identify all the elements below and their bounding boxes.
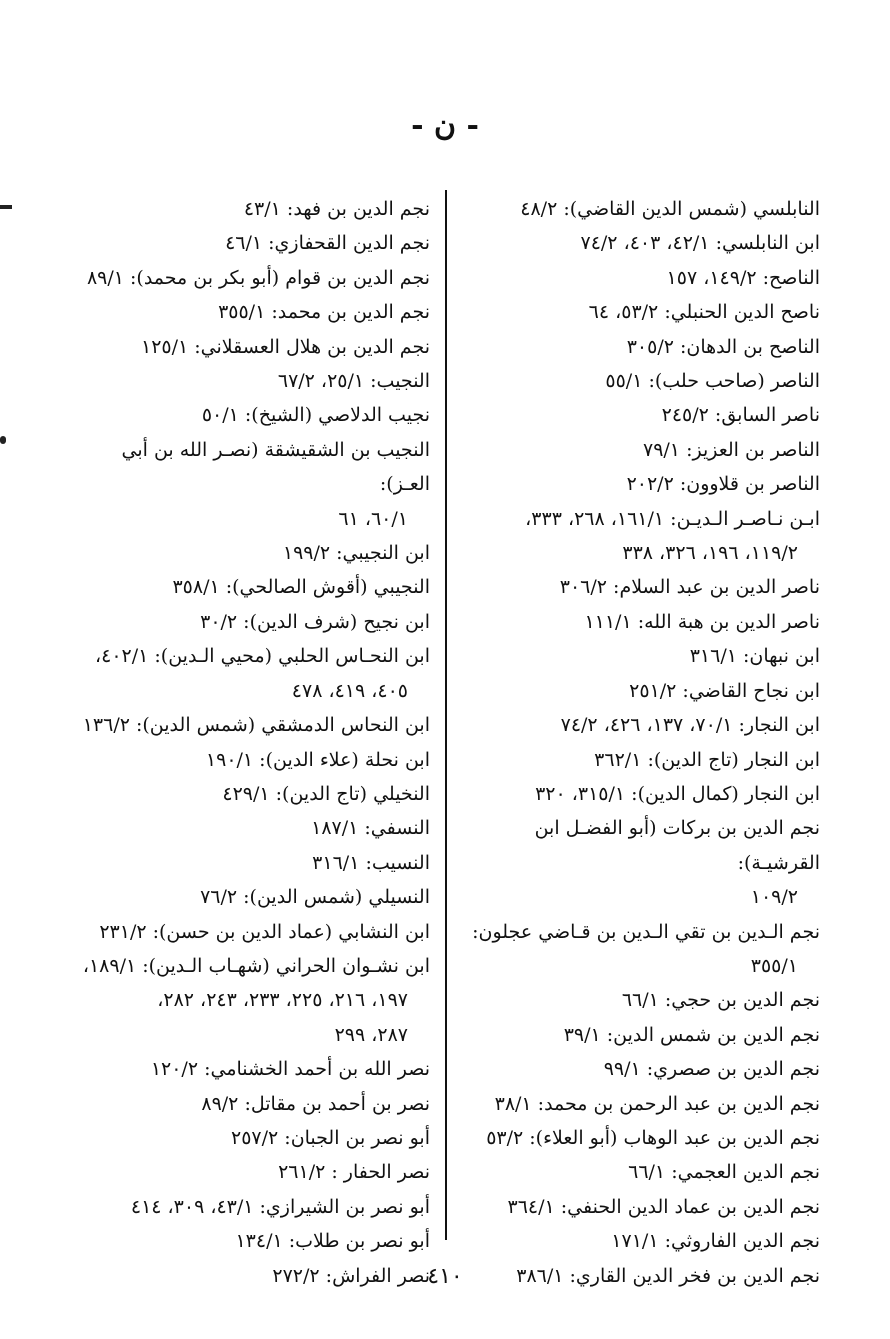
index-entry-text: ابن النجار (تاج الدين): ٣٦٢/١ <box>594 748 820 771</box>
index-entry-text: الناصر (صاحب حلب): ٥٥/١ <box>605 370 820 393</box>
index-entry-text: الناصر بن قلاوون: ٢٠٢/٢ <box>626 473 820 496</box>
index-entry <box>66 880 430 914</box>
index-entry <box>462 1155 820 1189</box>
index-entry-continuation: ٣٥٥/١ <box>750 954 798 977</box>
index-entry-text: نجم الدين القحفازي: ٤٦/١ <box>225 232 430 255</box>
index-entry <box>462 295 820 329</box>
index-entry-text: النابلسي (شمس الدين القاضي): ٤٨/٢ <box>520 198 820 220</box>
index-entry-text: نجم الدين بن عبد الرحمن بن محمد: ٣٨/١ <box>494 1092 820 1115</box>
index-entry-text: النجيب بن الشقيشقة (نصـر الله بن أبي العـز): <box>121 438 430 496</box>
index-entry <box>66 777 430 811</box>
index-entry-continuation: ١٠٩/٢ <box>750 886 798 909</box>
index-entry <box>66 570 430 604</box>
index-entry <box>462 261 820 295</box>
index-entry-text: نجم الدين بن عبد الوهاب (أبو العلاء): ٥٣/٢ <box>486 1126 820 1149</box>
index-entry-text: ابن النابلسي: ٤٢/١، ٤٠٣، ٧٤/٢ <box>580 232 820 255</box>
index-entry-text: ناصر السابق: ٢٤٥/٢ <box>661 404 820 427</box>
index-entry-continuation: ٢٨٧، ٢٩٩ <box>334 1023 408 1046</box>
index-entry <box>462 1052 820 1086</box>
column-divider <box>445 190 447 1240</box>
index-entry-text: نجم الدين العجمي: ٦٦/١ <box>628 1161 820 1184</box>
index-entry-text: نجم الدين بن بركات (أبو الفضـل ابن القرشيـة): <box>534 817 820 874</box>
section-letter-heading: - ن - <box>411 108 479 143</box>
index-entry-text: أبو نصر بن الجبان: ٢٥٧/٢ <box>231 1126 430 1149</box>
index-entry <box>462 330 820 364</box>
index-entry-text: ابن النجار (كمال الدين): ٣١٥/١، ٣٢٠ <box>535 782 820 805</box>
index-entry <box>66 364 430 398</box>
index-entry-text: النسفي: ١٨٧/١ <box>311 817 430 840</box>
index-entry <box>462 1121 820 1155</box>
index-entry <box>66 261 430 295</box>
index-entry-text: أبو نصر بن الشيرازي: ٤٣/١، ٣٠٩، ٤١٤ <box>130 1195 430 1218</box>
index-entry <box>462 605 820 639</box>
index-entry <box>66 192 430 226</box>
index-entry-text: أبو نصر بن طلاب: ١٣٤/١ <box>235 1230 430 1253</box>
index-entry-text: نجم الدين بن شمس الدين: ٣٩/١ <box>563 1023 820 1046</box>
index-entry <box>462 398 820 432</box>
index-entry-text: نجم الدين بن محمد: ٣٥٥/١ <box>218 301 430 324</box>
index-entry <box>66 915 430 949</box>
index-entry-text: ابن النحـاس الحلبي (محيي الـدين): ٤٠٢/١، <box>94 645 430 668</box>
index-entry <box>462 433 820 467</box>
index-entry-text: ناصر الدين بن عبد السلام: ٣٠٦/٢ <box>559 576 820 599</box>
index-entry-continuation: ٤٠٥، ٤١٩، ٤٧٨ <box>291 679 408 702</box>
index-entry <box>66 743 430 777</box>
index-entry-text: النجيبي (أقوش الصالحي): ٣٥٨/١ <box>172 576 430 599</box>
index-entry-continuation: ١٩٧، ٢١٦، ٢٢٥، ٢٣٣، ٢٤٣، ٢٨٢، <box>157 989 408 1012</box>
index-entry <box>462 777 820 811</box>
index-entry-text: ابن نبهان: ٣١٦/١ <box>689 645 820 668</box>
index-entry-text: الناصح: ١٤٩/٢، ١٥٧ <box>666 266 820 289</box>
index-entry-text: ابن نجاح القاضي: ٢٥١/٢ <box>629 679 820 702</box>
index-entry-text: الناصر بن العزيز: ٧٩/١ <box>643 438 820 461</box>
index-entry <box>66 1052 430 1086</box>
index-entry <box>462 1224 820 1258</box>
index-entry <box>66 536 430 570</box>
index-column-left <box>66 192 430 1293</box>
index-entry <box>462 570 820 604</box>
index-entry-continuation: ٦٠/١، ٦١ <box>338 507 408 530</box>
index-entry <box>66 1018 430 1052</box>
index-entry <box>66 433 430 536</box>
index-entry <box>462 708 820 742</box>
index-entry <box>66 1087 430 1121</box>
index-entry-text: النسيب: ٣١٦/١ <box>312 851 430 874</box>
index-entry <box>66 1190 430 1224</box>
index-entry <box>66 330 430 364</box>
index-entry-text: نجم الدين بن فهد: ٤٣/١ <box>243 198 430 220</box>
index-entry-text: نصر الفراش: ٢٧٢/٢ <box>272 1264 430 1287</box>
index-entry <box>462 743 820 777</box>
index-entry-text: الناصح بن الدهان: ٣٠٥/٢ <box>626 335 820 358</box>
index-entry <box>66 1224 430 1258</box>
index-entry-text: ناصر الدين بن هبة الله: ١١١/١ <box>584 610 820 633</box>
index-entry-text: ابن نجيح (شرف الدين): ٣٠/٢ <box>200 610 430 633</box>
index-entry <box>66 605 430 639</box>
index-entry-text: نصر الله بن أحمد الخشنامي: ١٢٠/٢ <box>150 1058 430 1081</box>
index-entry <box>66 811 430 845</box>
index-entry-text: نجم الدين بن هلال العسقلاني: ١٢٥/١ <box>141 335 430 358</box>
index-entry-text: نصر بن أحمد بن مقاتل: ٨٩/٢ <box>201 1092 430 1115</box>
index-entry-text: ناصح الدين الحنبلي: ٥٣/٢، ٦٤ <box>588 301 820 324</box>
index-entry-text: نجم الدين بن صصري: ٩٩/١ <box>603 1058 820 1081</box>
index-entry-text: ابن النجيبي: ١٩٩/٢ <box>282 542 430 565</box>
index-entry <box>462 983 820 1017</box>
index-entry-text: النخيلي (تاج الدين): ٤٢٩/١ <box>222 782 430 805</box>
index-entry-text: ابـن نـاصـر الـديـن: ١٦١/١، ٢٦٨، ٣٣٣، <box>525 507 820 530</box>
index-entry <box>462 226 820 260</box>
index-entry <box>66 1155 430 1189</box>
index-entry <box>66 398 430 432</box>
index-entry-text: ابن النجار: ٧٠/١، ١٣٧، ٤٢٦، ٧٤/٢ <box>560 714 820 737</box>
index-entry <box>462 1190 820 1224</box>
index-entry <box>66 639 430 708</box>
index-entry <box>462 915 820 984</box>
index-entry <box>66 1121 430 1155</box>
index-entry-continuation: ١١٩/٢، ١٩٦، ٣٢٦، ٣٣٨ <box>622 542 798 565</box>
index-entry <box>462 1087 820 1121</box>
index-entry <box>462 674 820 708</box>
index-entry-text: النسيلي (شمس الدين): ٧٦/٢ <box>200 886 430 909</box>
index-column-right <box>462 192 820 1293</box>
index-entry <box>66 708 430 742</box>
index-entry <box>66 295 430 329</box>
index-entry-text: ابن النشابي (عماد الدين بن حسن): ٢٣١/٢ <box>99 920 430 943</box>
index-entry-text: نصر الحفار : ٢٦١/٢ <box>278 1161 430 1184</box>
index-entry <box>66 949 430 1018</box>
index-entry-text: نجم الدين بن قوام (أبو بكر بن محمد): ٨٩/١ <box>86 266 430 289</box>
index-entry <box>66 846 430 880</box>
index-entry <box>462 502 820 571</box>
index-entry <box>462 1018 820 1052</box>
index-entry-text: نجم الدين بن حجي: ٦٦/١ <box>621 989 820 1012</box>
index-entry <box>462 364 820 398</box>
index-entry-text: النجيب: ٢٥/١، ٦٧/٢ <box>277 370 430 393</box>
index-entry-text: نجم الدين الفاروثي: ١٧١/١ <box>611 1230 820 1253</box>
page-number: ٤١٠ <box>427 1264 463 1289</box>
index-entry-text: نجم الدين بن عماد الدين الحنفي: ٣٦٤/١ <box>507 1195 820 1218</box>
index-entry <box>462 467 820 501</box>
index-entry-text: ابن نحلة (علاء الدين): ١٩٠/١ <box>205 748 430 771</box>
index-entry-text: نجم الـدين بن تقي الـدين بن قـاضي عجلون: <box>472 920 820 943</box>
index-entry <box>462 639 820 673</box>
index-entry-text: نجم الدين بن فخر الدين القاري: ٣٨٦/١ <box>516 1264 820 1287</box>
index-entry-text: ابن نشـوان الحراني (شهـاب الـدين): ١٨٩/١، <box>82 954 430 977</box>
index-entry-text: نجيب الدلاصي (الشيخ): ٥٠/١ <box>201 404 430 427</box>
index-entry <box>462 192 820 226</box>
index-entry-text: ابن النحاس الدمشقي (شمس الدين): ١٣٦/٢ <box>82 714 430 737</box>
margin-mark <box>0 436 6 444</box>
index-entry <box>462 811 820 914</box>
margin-mark <box>0 205 12 209</box>
index-entry <box>66 226 430 260</box>
